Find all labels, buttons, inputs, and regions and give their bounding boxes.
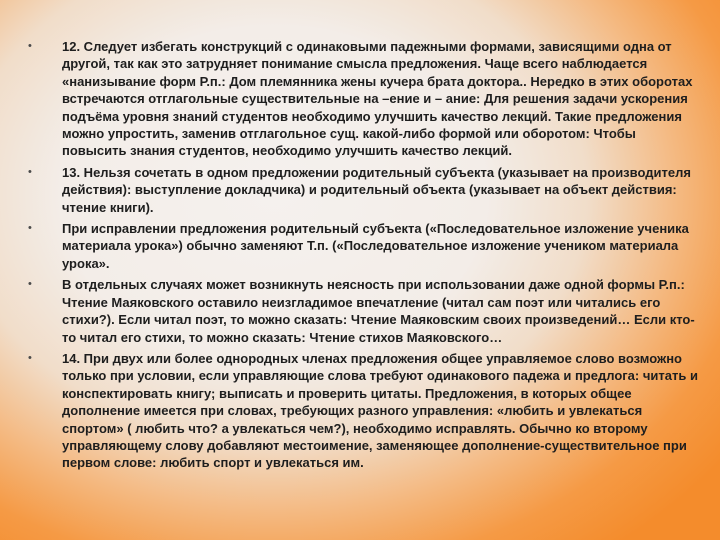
bullet-text: При исправлении предложения родительный субъекта («Последовательное изложение ученика материала урока») обычно заменяют Т.п. («Последовательное изложение учеником материала урока».: [62, 221, 689, 271]
bullet-list: [28, 38, 700, 476]
bullet-text: 14. При двух или более однородных членах предложения общее управляемое слово возможно только при условии, если управляющие слова требуют одинакового падежа и предлога: читать и конспектировать книгу; выписать и проверить цитаты. Предложения, в которых общее дополнение имеется при словах, требующих разного управления: «любить и увлекаться спортом» ( любить что? а увлекаться чем?), необходимо исправлять. Обычно ко второму управляющему слову добавляют местоимение, заменяющее дополнение-существительное при первом слове: любить спорт и увлекаться им.: [62, 350, 698, 471]
bullet-text: В отдельных случаях может возникнуть неясность при использовании даже одной формы Р.п.: Чтение Маяковского оставило неизгладимое впечатление (читал сам поэт или читались его стихи?). Если читал поэт, то можно сказать: Чтение Маяковским своих произведений… Если кто-то читал его стихи, то можно сказать: Чтение стихов Маяковского…: [62, 277, 695, 345]
bullet-text: 13. Нельзя сочетать в одном предложении родительный субъекта (указывает на производителя действия): выступление докладчика) и родительный объекта (указывает на объект действия: чтение книги).: [62, 164, 691, 215]
bullet-icon: •: [28, 222, 32, 235]
bullet-icon: •: [28, 351, 32, 364]
bullet-item-correction-instrumental: [28, 220, 700, 272]
bullet-text: 12. Следует избегать конструкций с одинаковыми падежными формами, зависящими одна от другой, так как это затрудняет понимание смысла предложения. Чаще всего наблюдается «нанизывание форм Р.п.: Дом племянника жены кучера брата доктора.. Нередко в этих оборотах встречаются отглагольные существительные на –ение и – ание: Для решения задачи ускорения подъёма уровня знаний студентов необходимо улучшить качество лекций. Такие предложения можно упростить, заменив отглагольное сущ. какой-либо формой или оборотом: Чтобы повысить знания студентов, необходимо улучшить качество лекций.: [62, 39, 693, 159]
bullet-icon: •: [28, 278, 32, 291]
bullet-icon: •: [28, 40, 32, 52]
bullet-icon: •: [28, 165, 32, 178]
bullet-item-13-genitive-subject-object: [28, 164, 700, 216]
bullet-item-12-same-case-forms: [28, 38, 700, 160]
bullet-item-14-homogeneous-members: [28, 350, 700, 472]
bullet-item-ambiguity-mayakovsky: [28, 276, 700, 346]
